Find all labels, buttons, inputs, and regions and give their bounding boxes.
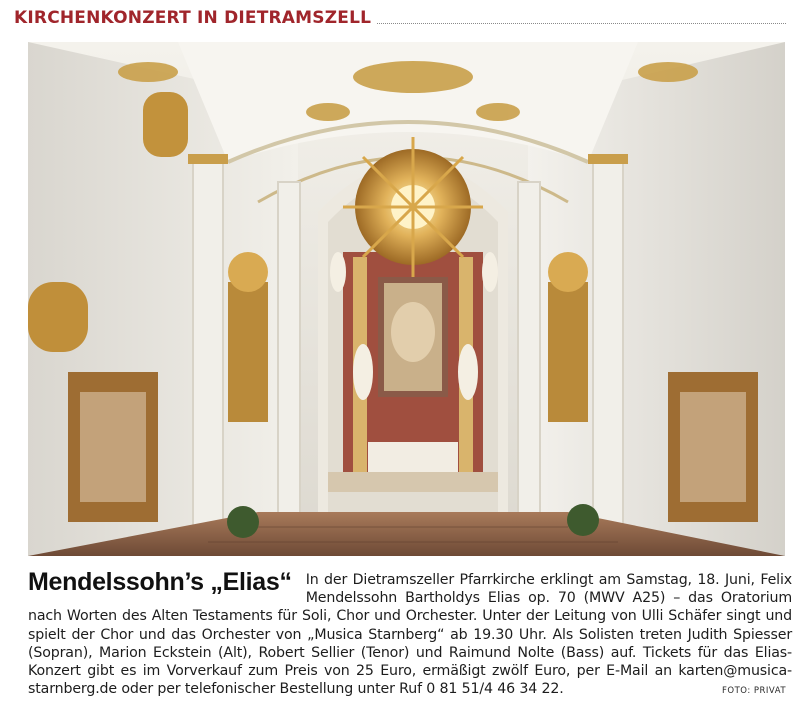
article (28, 568, 792, 698)
article-body: In der Dietramszeller Pfarrkirche erklingt am Samstag, 18. Juni, Felix Mendelssohn Bartholdys Elias op. 70 (MWV A25) – das Oratorium nach Worten des Alten Testaments für Soli, Chor und Orchester. Unter der Leitung von Ulli Schäfer singt und spielt der Chor und das Orchester von „Musica Starnberg“ ab 19.30 Uhr. Als Solisten treten Judith Spiesser (Sopran), Marion Eckstein (Alt), Robert Sellier (Tenor) und Raimund Nolte (Bass) auf. Tickets für das Elias-Konzert gibt es im Vorverkauf zum Preis von 25 Euro, ermäßigt zwölf Euro, per E-Mail an karten@musica-starnberg.de oder per telefonischer Bestellung unter Ruf 0 81 51/4 46 34 22. (28, 572, 792, 698)
church-interior-illustration (28, 42, 785, 556)
section-kicker: KIRCHENKONZERT IN DIETRAMSZELL (14, 8, 372, 28)
church-interior-photo (28, 42, 785, 556)
headline: Mendelssohn’s „Elias“ (28, 568, 292, 596)
kicker-dotted-rule (377, 13, 786, 24)
kicker-row (14, 6, 786, 30)
photo-credit: FOTO: PRIVAT (722, 686, 787, 696)
